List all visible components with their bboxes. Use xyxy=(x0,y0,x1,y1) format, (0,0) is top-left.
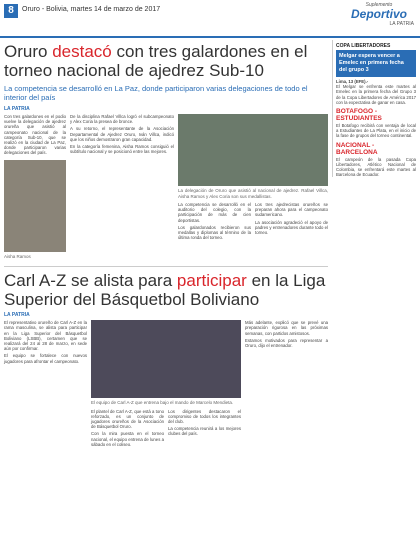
article2-col3-text xyxy=(168,409,241,449)
article2-col1 xyxy=(4,320,87,449)
paragraph: Estamos motivados para representar a Oruro, dijo el entrenador. xyxy=(245,337,328,348)
paragraph: Con tres galardones en el podio vuelve la delegación de ajedrez orureña que asistió al campeonato nacional de la categoría Sub-10, que se realizó en la ciudad de La Paz, donde participaron varias delegaciones del país. xyxy=(4,114,66,156)
article2-section: LA PATRIA xyxy=(4,312,30,319)
paragraph: En la categoría femenina, Aisha Ramos consiguió el subtítulo nacional y se posicionó entre las mejores. xyxy=(70,144,174,155)
sidebar-head2: BOTAFOGO - ESTUDIANTES xyxy=(336,108,382,123)
article1-col4-text xyxy=(255,202,328,242)
paragraph: Con la mira puesta en el torneo nacional, el equipo entrena de lunes a sábado en el coliseo. xyxy=(91,431,164,447)
main-column xyxy=(4,40,328,449)
sidebar-label: COPA LIBERTADORES xyxy=(336,43,391,49)
article1-headline: Oruro destacó con tres galardones en el torneo nacional de ajedrez Sub-10 xyxy=(4,42,308,80)
article1-subhead: La competencia se desarrolló en La Paz, donde participaron varias delegaciones de todo el interior del país xyxy=(4,84,308,102)
paragraph: Los tres ajedrecistas orureños se preparan ahora para el campeonato sudamericano. xyxy=(255,202,328,218)
article1-col3-text xyxy=(178,202,251,242)
article1-col1 xyxy=(4,114,66,262)
paragraph: La competencia reunirá a los mejores clubes del país. xyxy=(168,426,241,437)
article2-col2 xyxy=(91,320,241,449)
sidebar-head3: NACIONAL - BARCELONA xyxy=(336,141,378,156)
article1-col2 xyxy=(70,114,174,262)
logo-main: Deportivo xyxy=(350,7,407,21)
sidebar-text3: El campeón de la pasada Copa Libertadores, Atlético Nacional de Colombia, se enfrentará este martes al Barcelona de Ecuador. xyxy=(336,156,416,178)
logo-sup: Suplemento xyxy=(365,2,393,8)
sidebar-text1: El Melgar se enfrenta este martes al Emelec en la primera fecha del Grupo 3 de la Copa Libertadores de América 2017 con la expectativa de ganar en casa. xyxy=(336,84,416,105)
sidebar xyxy=(332,40,416,177)
page-info: Oruro - Bolivia, martes 14 de marzo de 2017 xyxy=(22,6,161,13)
photo-caption: Aisha Ramos xyxy=(4,253,31,259)
paragraph: De la disciplina Rafael Villca logró el subcampeonato y Alex Coria la presea de bronce. xyxy=(70,114,174,125)
article2-col4 xyxy=(245,320,328,449)
paragraph: La asociación agradeció el apoyo de padres y entrenadores durante todo el torneo. xyxy=(255,219,328,236)
page-number: 8 xyxy=(4,4,18,18)
paragraph: La competencia se desarrolló en el auditorio del colegio, con la participación de más de cien deportistas. xyxy=(178,202,251,223)
logo xyxy=(344,2,414,32)
article2-col2-text xyxy=(91,409,164,449)
article1-body xyxy=(4,114,328,262)
sidebar-text2: El Botafogo recibirá con ventaja de local a Estudiantes de La Plata, en el inicio de la fase de grupos del torneo continental. xyxy=(336,123,416,139)
sidebar-byline: Lima, 13 (EFE).- xyxy=(336,79,369,84)
photo-team xyxy=(91,320,241,398)
page-header xyxy=(0,0,420,38)
article1-section: LA PATRIA xyxy=(4,106,30,112)
article1-subcols xyxy=(178,202,328,242)
article2-headline: Carl A-Z se alista para participar en la Liga Superior del Básquetbol Boliviano xyxy=(4,271,326,310)
paragraph: El equipo se fortalece con nuevos jugadores para afrontar el campeonato. xyxy=(4,353,87,364)
logo-sub: LA PATRIA xyxy=(389,21,414,27)
paragraph: Más adelante, explicó que se prevé una preparación rigurosa en las próximas semanas, con partidos amistosos. xyxy=(245,320,328,336)
photo-caption: El equipo de Carl A-Z que entrena bajo el mando de Marcelo Mendieta. xyxy=(91,400,234,406)
paragraph: A su retorno, el representante de la Asociación Departamental de Ajedrez Oruro, Iván Villca, indicó que los niños demostraron gran capacidad. xyxy=(70,126,174,142)
photo-delegation xyxy=(178,114,328,186)
paragraph: Los dirigentes destacaron el compromiso de todos los integrantes del club. xyxy=(168,408,241,425)
sidebar-headline: Melgar espera vencer a Emelec en primera fecha del grupo 3 xyxy=(336,50,416,77)
article1-col3 xyxy=(178,114,328,262)
paragraph: Los galardonados recibieron sus medallas y diplomas al término de la última ronda del torneo. xyxy=(178,224,251,241)
paragraph: El representativo orureño de Carl A-Z en la rama masculina, se alista para participar en la Liga Superior del Básquetbol Boliviano (LSBB), certamen que se realizará del 24 al 28 de marzo, en sede aún por confirmar. xyxy=(4,320,87,352)
article2-subcols xyxy=(91,409,241,449)
divider xyxy=(4,266,328,267)
paragraph: El plantel de Carl A-Z, que está a tono reforzado, es un conjunto de jugadores orureños de la Asociación de Básquetbol Oruro. xyxy=(91,408,164,430)
photo-caption: La delegación de Oruro que asistió al nacional de ajedrez. Rafael Villca, Aisha Ramos y Alex Coria son sus medallistas. xyxy=(178,188,328,199)
article2-body xyxy=(4,320,328,449)
photo-aisha xyxy=(4,160,66,252)
